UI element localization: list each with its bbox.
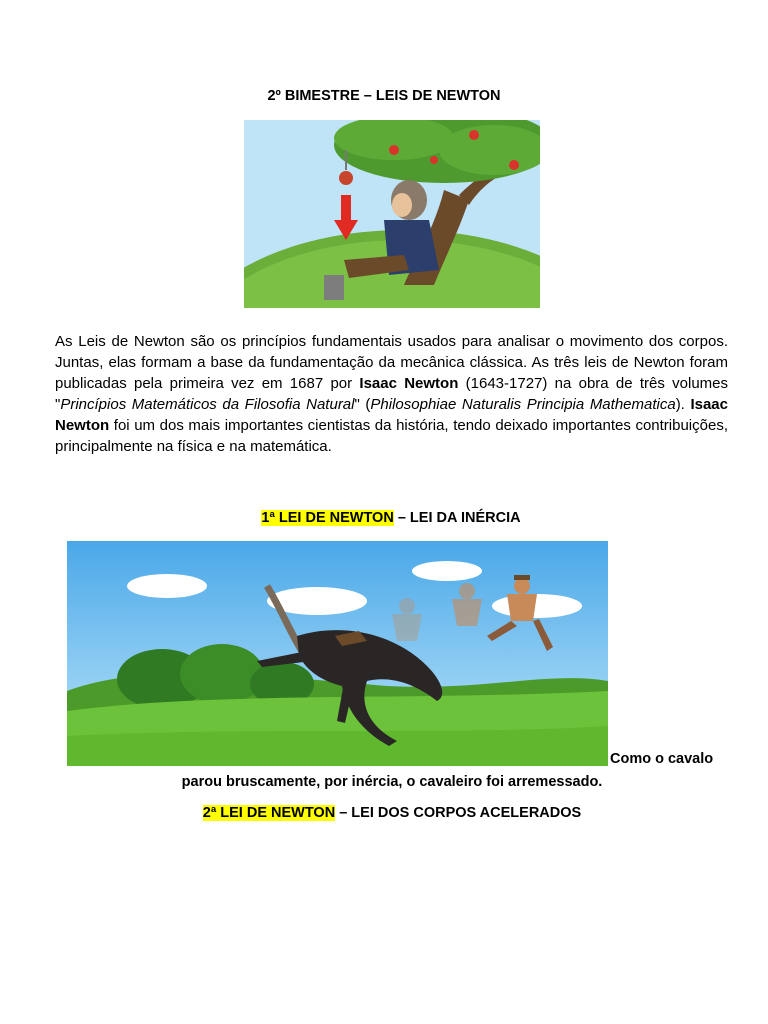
intro-italic-title-latin: Philosophiae Naturalis Principia Mathematica	[370, 396, 676, 413]
horse-rider-inertia-illustration	[67, 541, 608, 766]
intro-bold-newton-1: Isaac Newton	[359, 375, 459, 392]
law1-heading	[0, 510, 768, 526]
law2-rest: – LEI DOS CORPOS ACELERADOS	[335, 805, 582, 821]
intro-text-5: foi um dos mais importantes cientistas da história, tendo deixado importantes contribuições, principalmente na física e na matemática.	[55, 417, 728, 455]
intro-text-2: (1643-1727) na obra de três volumes "	[55, 375, 729, 413]
intro-italic-title-pt: Princípios Matemáticos da Filosofia Natural	[60, 396, 355, 413]
newton-tree-illustration	[244, 120, 540, 308]
law1-rest: – LEI DA INÉRCIA	[393, 510, 521, 526]
intro-text-3: " (	[354, 396, 371, 413]
page-title: 2º BIMESTRE – LEIS DE NEWTON	[267, 88, 501, 104]
intro-text-1: As Leis de Newton são os princípios fundamentais usados para analisar o movimento dos corpos. Juntas, elas formam a base da fundamentação da mecânica clássica. As três leis de Newton foram publicadas pela primeira vez em 1687 por	[55, 333, 728, 392]
law1-highlight: 1ª LEI DE NEWTON	[261, 510, 394, 526]
caption-line-1: Como o cavalo	[610, 751, 714, 767]
law2-heading	[0, 805, 768, 821]
intro-text-4: ).	[675, 396, 691, 413]
law2-highlight: 2ª LEI DE NEWTON	[202, 805, 336, 821]
intro-bold-newton-2: Isaac Newton	[55, 396, 728, 434]
intro-paragraph	[55, 331, 728, 457]
caption-line-2: parou bruscamente, por inércia, o cavaleiro foi arremessado.	[181, 774, 603, 790]
